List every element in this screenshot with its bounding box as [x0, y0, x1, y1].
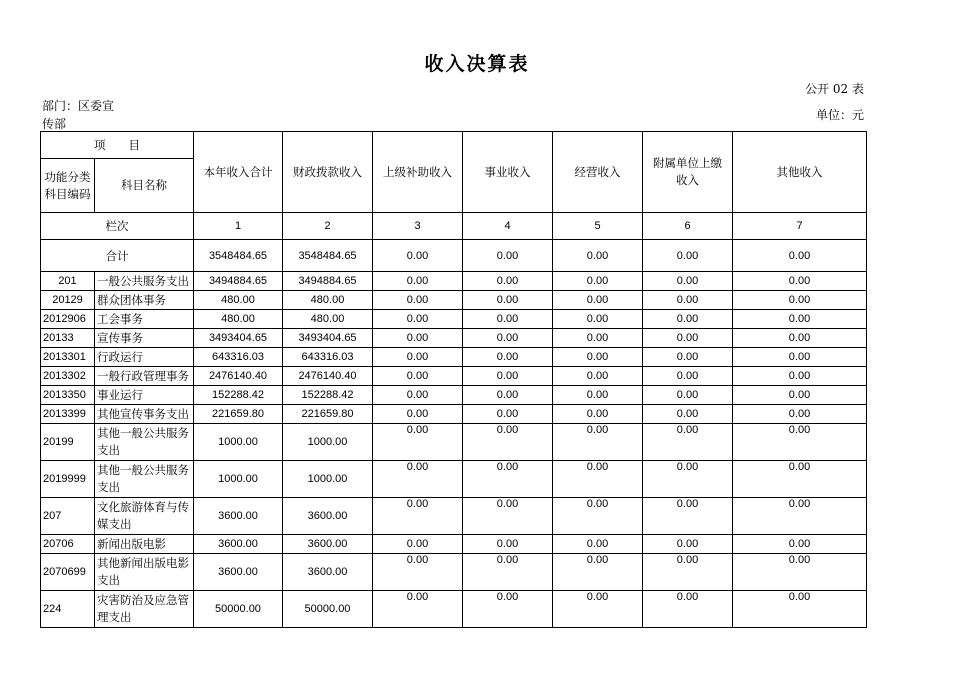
- value-cell: 0.00: [643, 535, 733, 554]
- value-cell: 0.00: [463, 386, 553, 405]
- total-value: 0.00: [733, 240, 867, 272]
- value-cell: 0.00: [463, 424, 553, 461]
- func-code-cell: 2070699: [41, 554, 95, 591]
- value-cell: 0.00: [373, 310, 463, 329]
- value-cell: 0.00: [463, 461, 553, 498]
- func-code-cell: 20199: [41, 424, 95, 461]
- value-cell: 0.00: [463, 348, 553, 367]
- report-title: 收入决算表: [424, 53, 530, 75]
- row-index-value: 6: [643, 213, 733, 240]
- value-cell: 0.00: [373, 386, 463, 405]
- func-code-cell: 224: [41, 591, 95, 628]
- value-cell: 50000.00: [283, 591, 373, 628]
- value-cell: 1000.00: [194, 424, 283, 461]
- table-row: [41, 461, 867, 498]
- subject-name-cell: 一般行政管理事务: [95, 367, 194, 386]
- col-header-4: 事业收入: [463, 132, 553, 213]
- col-header-6: 附属单位上缴收入: [643, 132, 733, 213]
- value-cell: 643316.03: [194, 348, 283, 367]
- value-cell: 3600.00: [194, 535, 283, 554]
- value-cell: 0.00: [733, 329, 867, 348]
- value-cell: 50000.00: [194, 591, 283, 628]
- func-code-cell: 2019999: [41, 461, 95, 498]
- value-cell: 0.00: [643, 424, 733, 461]
- value-cell: 1000.00: [194, 461, 283, 498]
- value-cell: 0.00: [373, 535, 463, 554]
- row-index-label: 栏次: [41, 213, 194, 240]
- value-cell: 480.00: [194, 291, 283, 310]
- value-cell: 0.00: [373, 461, 463, 498]
- func-code-cell: 20706: [41, 535, 95, 554]
- table-row: [41, 329, 867, 348]
- value-cell: 0.00: [733, 424, 867, 461]
- value-cell: 0.00: [733, 461, 867, 498]
- value-cell: 0.00: [463, 291, 553, 310]
- value-cell: 221659.80: [283, 405, 373, 424]
- value-cell: 0.00: [733, 291, 867, 310]
- func-code-cell: 2013301: [41, 348, 95, 367]
- value-cell: 0.00: [553, 348, 643, 367]
- unit-label: 单位：元: [815, 108, 864, 122]
- total-value: 0.00: [643, 240, 733, 272]
- func-code-cell: 201: [41, 272, 95, 291]
- value-cell: 480.00: [194, 310, 283, 329]
- table-row: [41, 291, 867, 310]
- subject-name-cell: 宣传事务: [95, 329, 194, 348]
- value-cell: 0.00: [553, 329, 643, 348]
- row-index-value: 3: [373, 213, 463, 240]
- value-cell: 0.00: [733, 310, 867, 329]
- subject-name-cell: 事业运行: [95, 386, 194, 405]
- subject-name-cell: 其他新闻出版电影支出: [95, 554, 194, 591]
- func-code-cell: 2012906: [41, 310, 95, 329]
- func-code-cell: 2013399: [41, 405, 95, 424]
- col-header-5: 经营收入: [553, 132, 643, 213]
- value-cell: 0.00: [373, 348, 463, 367]
- value-cell: 1000.00: [283, 424, 373, 461]
- value-cell: 1000.00: [283, 461, 373, 498]
- table-row: [41, 310, 867, 329]
- value-cell: 0.00: [733, 348, 867, 367]
- value-cell: 0.00: [553, 591, 643, 628]
- value-cell: 0.00: [373, 367, 463, 386]
- value-cell: 0.00: [643, 310, 733, 329]
- value-cell: 0.00: [463, 310, 553, 329]
- value-cell: 3493404.65: [194, 329, 283, 348]
- func-code-header: 功能分类科目编码: [41, 159, 95, 213]
- func-code-cell: 207: [41, 498, 95, 535]
- value-cell: 2476140.40: [194, 367, 283, 386]
- value-cell: 0.00: [373, 291, 463, 310]
- col-header-1: 本年收入合计: [194, 132, 283, 213]
- value-cell: 0.00: [463, 329, 553, 348]
- value-cell: 3494884.65: [283, 272, 373, 291]
- subject-name-cell: 其他宣传事务支出: [95, 405, 194, 424]
- table-body: [41, 132, 867, 628]
- value-cell: 0.00: [373, 498, 463, 535]
- value-cell: 0.00: [553, 386, 643, 405]
- col-header-3: 上级补助收入: [373, 132, 463, 213]
- subject-name-cell: 其他一般公共服务支出: [95, 424, 194, 461]
- value-cell: 0.00: [553, 367, 643, 386]
- value-cell: 0.00: [553, 554, 643, 591]
- value-cell: 3600.00: [283, 554, 373, 591]
- subject-name-cell: 文化旅游体育与传媒支出: [95, 498, 194, 535]
- value-cell: 0.00: [733, 405, 867, 424]
- row-index: [41, 213, 867, 240]
- value-cell: 0.00: [643, 591, 733, 628]
- value-cell: 0.00: [553, 405, 643, 424]
- value-cell: 0.00: [553, 310, 643, 329]
- table-row: [41, 367, 867, 386]
- value-cell: 0.00: [643, 329, 733, 348]
- value-cell: 0.00: [463, 591, 553, 628]
- value-cell: 0.00: [463, 535, 553, 554]
- subject-name-cell: 灾害防治及应急管理支出: [95, 591, 194, 628]
- value-cell: 0.00: [643, 367, 733, 386]
- value-cell: 0.00: [553, 461, 643, 498]
- value-cell: 152288.42: [283, 386, 373, 405]
- value-cell: 0.00: [733, 591, 867, 628]
- subject-name-cell: 行政运行: [95, 348, 194, 367]
- value-cell: 0.00: [733, 386, 867, 405]
- total-value: 3548484.65: [283, 240, 373, 272]
- value-cell: 0.00: [553, 498, 643, 535]
- func-code-cell: 20133: [41, 329, 95, 348]
- subject-name-cell: 一般公共服务支出: [95, 272, 194, 291]
- subject-name-header: 科目名称: [95, 159, 194, 213]
- value-cell: 0.00: [643, 461, 733, 498]
- value-cell: 0.00: [373, 405, 463, 424]
- table-row: [41, 348, 867, 367]
- row-index-value: 1: [194, 213, 283, 240]
- value-cell: 3600.00: [283, 498, 373, 535]
- value-cell: 0.00: [463, 367, 553, 386]
- table-row: [41, 554, 867, 591]
- value-cell: 0.00: [643, 386, 733, 405]
- subject-name-cell: 新闻出版电影: [95, 535, 194, 554]
- value-cell: 0.00: [733, 367, 867, 386]
- value-cell: 0.00: [373, 329, 463, 348]
- subject-name-cell: 其他一般公共服务支出: [95, 461, 194, 498]
- income-table: [40, 131, 867, 628]
- project-header: 项 目: [41, 132, 194, 159]
- form-number: 公开 02 表: [805, 82, 864, 96]
- value-cell: 0.00: [373, 554, 463, 591]
- total-row: [41, 240, 867, 272]
- value-cell: 0.00: [463, 498, 553, 535]
- table-row: [41, 498, 867, 535]
- table-row: [41, 405, 867, 424]
- value-cell: 0.00: [553, 424, 643, 461]
- value-cell: 0.00: [463, 405, 553, 424]
- row-index-value: 2: [283, 213, 373, 240]
- value-cell: 2476140.40: [283, 367, 373, 386]
- total-value: 0.00: [553, 240, 643, 272]
- value-cell: 3600.00: [283, 535, 373, 554]
- value-cell: 0.00: [553, 535, 643, 554]
- value-cell: 0.00: [373, 272, 463, 291]
- value-cell: 0.00: [553, 272, 643, 291]
- value-cell: 0.00: [643, 291, 733, 310]
- table-row: [41, 535, 867, 554]
- value-cell: 0.00: [643, 272, 733, 291]
- value-cell: 0.00: [463, 554, 553, 591]
- total-value: 3548484.65: [194, 240, 283, 272]
- total-label: 合计: [41, 240, 194, 272]
- value-cell: 3600.00: [194, 498, 283, 535]
- value-cell: 480.00: [283, 310, 373, 329]
- func-code-cell: 20129: [41, 291, 95, 310]
- row-index-value: 7: [733, 213, 867, 240]
- total-value: 0.00: [373, 240, 463, 272]
- subject-name-cell: 工会事务: [95, 310, 194, 329]
- value-cell: 0.00: [733, 498, 867, 535]
- value-cell: 0.00: [733, 272, 867, 291]
- value-cell: 3600.00: [194, 554, 283, 591]
- value-cell: 0.00: [733, 554, 867, 591]
- value-cell: 3494884.65: [194, 272, 283, 291]
- value-cell: 3493404.65: [283, 329, 373, 348]
- value-cell: 0.00: [643, 348, 733, 367]
- table-row: [41, 272, 867, 291]
- value-cell: 0.00: [553, 291, 643, 310]
- department-label: 部门：区委宣: [42, 99, 115, 113]
- department-label-wrap: 传部: [42, 117, 67, 131]
- value-cell: 0.00: [373, 424, 463, 461]
- row-index-value: 5: [553, 213, 643, 240]
- value-cell: 0.00: [643, 405, 733, 424]
- subject-name-cell: 群众团体事务: [95, 291, 194, 310]
- total-value: 0.00: [463, 240, 553, 272]
- col-header-2: 财政拨款收入: [283, 132, 373, 213]
- table-row: [41, 386, 867, 405]
- col-header-7: 其他收入: [733, 132, 867, 213]
- value-cell: 0.00: [463, 272, 553, 291]
- table-row: [41, 591, 867, 628]
- func-code-cell: 2013350: [41, 386, 95, 405]
- row-index-value: 4: [463, 213, 553, 240]
- table-row: [41, 424, 867, 461]
- header-row-1: [41, 132, 867, 159]
- value-cell: 0.00: [643, 498, 733, 535]
- value-cell: 480.00: [283, 291, 373, 310]
- value-cell: 0.00: [373, 591, 463, 628]
- value-cell: 152288.42: [194, 386, 283, 405]
- value-cell: 643316.03: [283, 348, 373, 367]
- value-cell: 0.00: [643, 554, 733, 591]
- value-cell: 221659.80: [194, 405, 283, 424]
- func-code-cell: 2013302: [41, 367, 95, 386]
- value-cell: 0.00: [733, 535, 867, 554]
